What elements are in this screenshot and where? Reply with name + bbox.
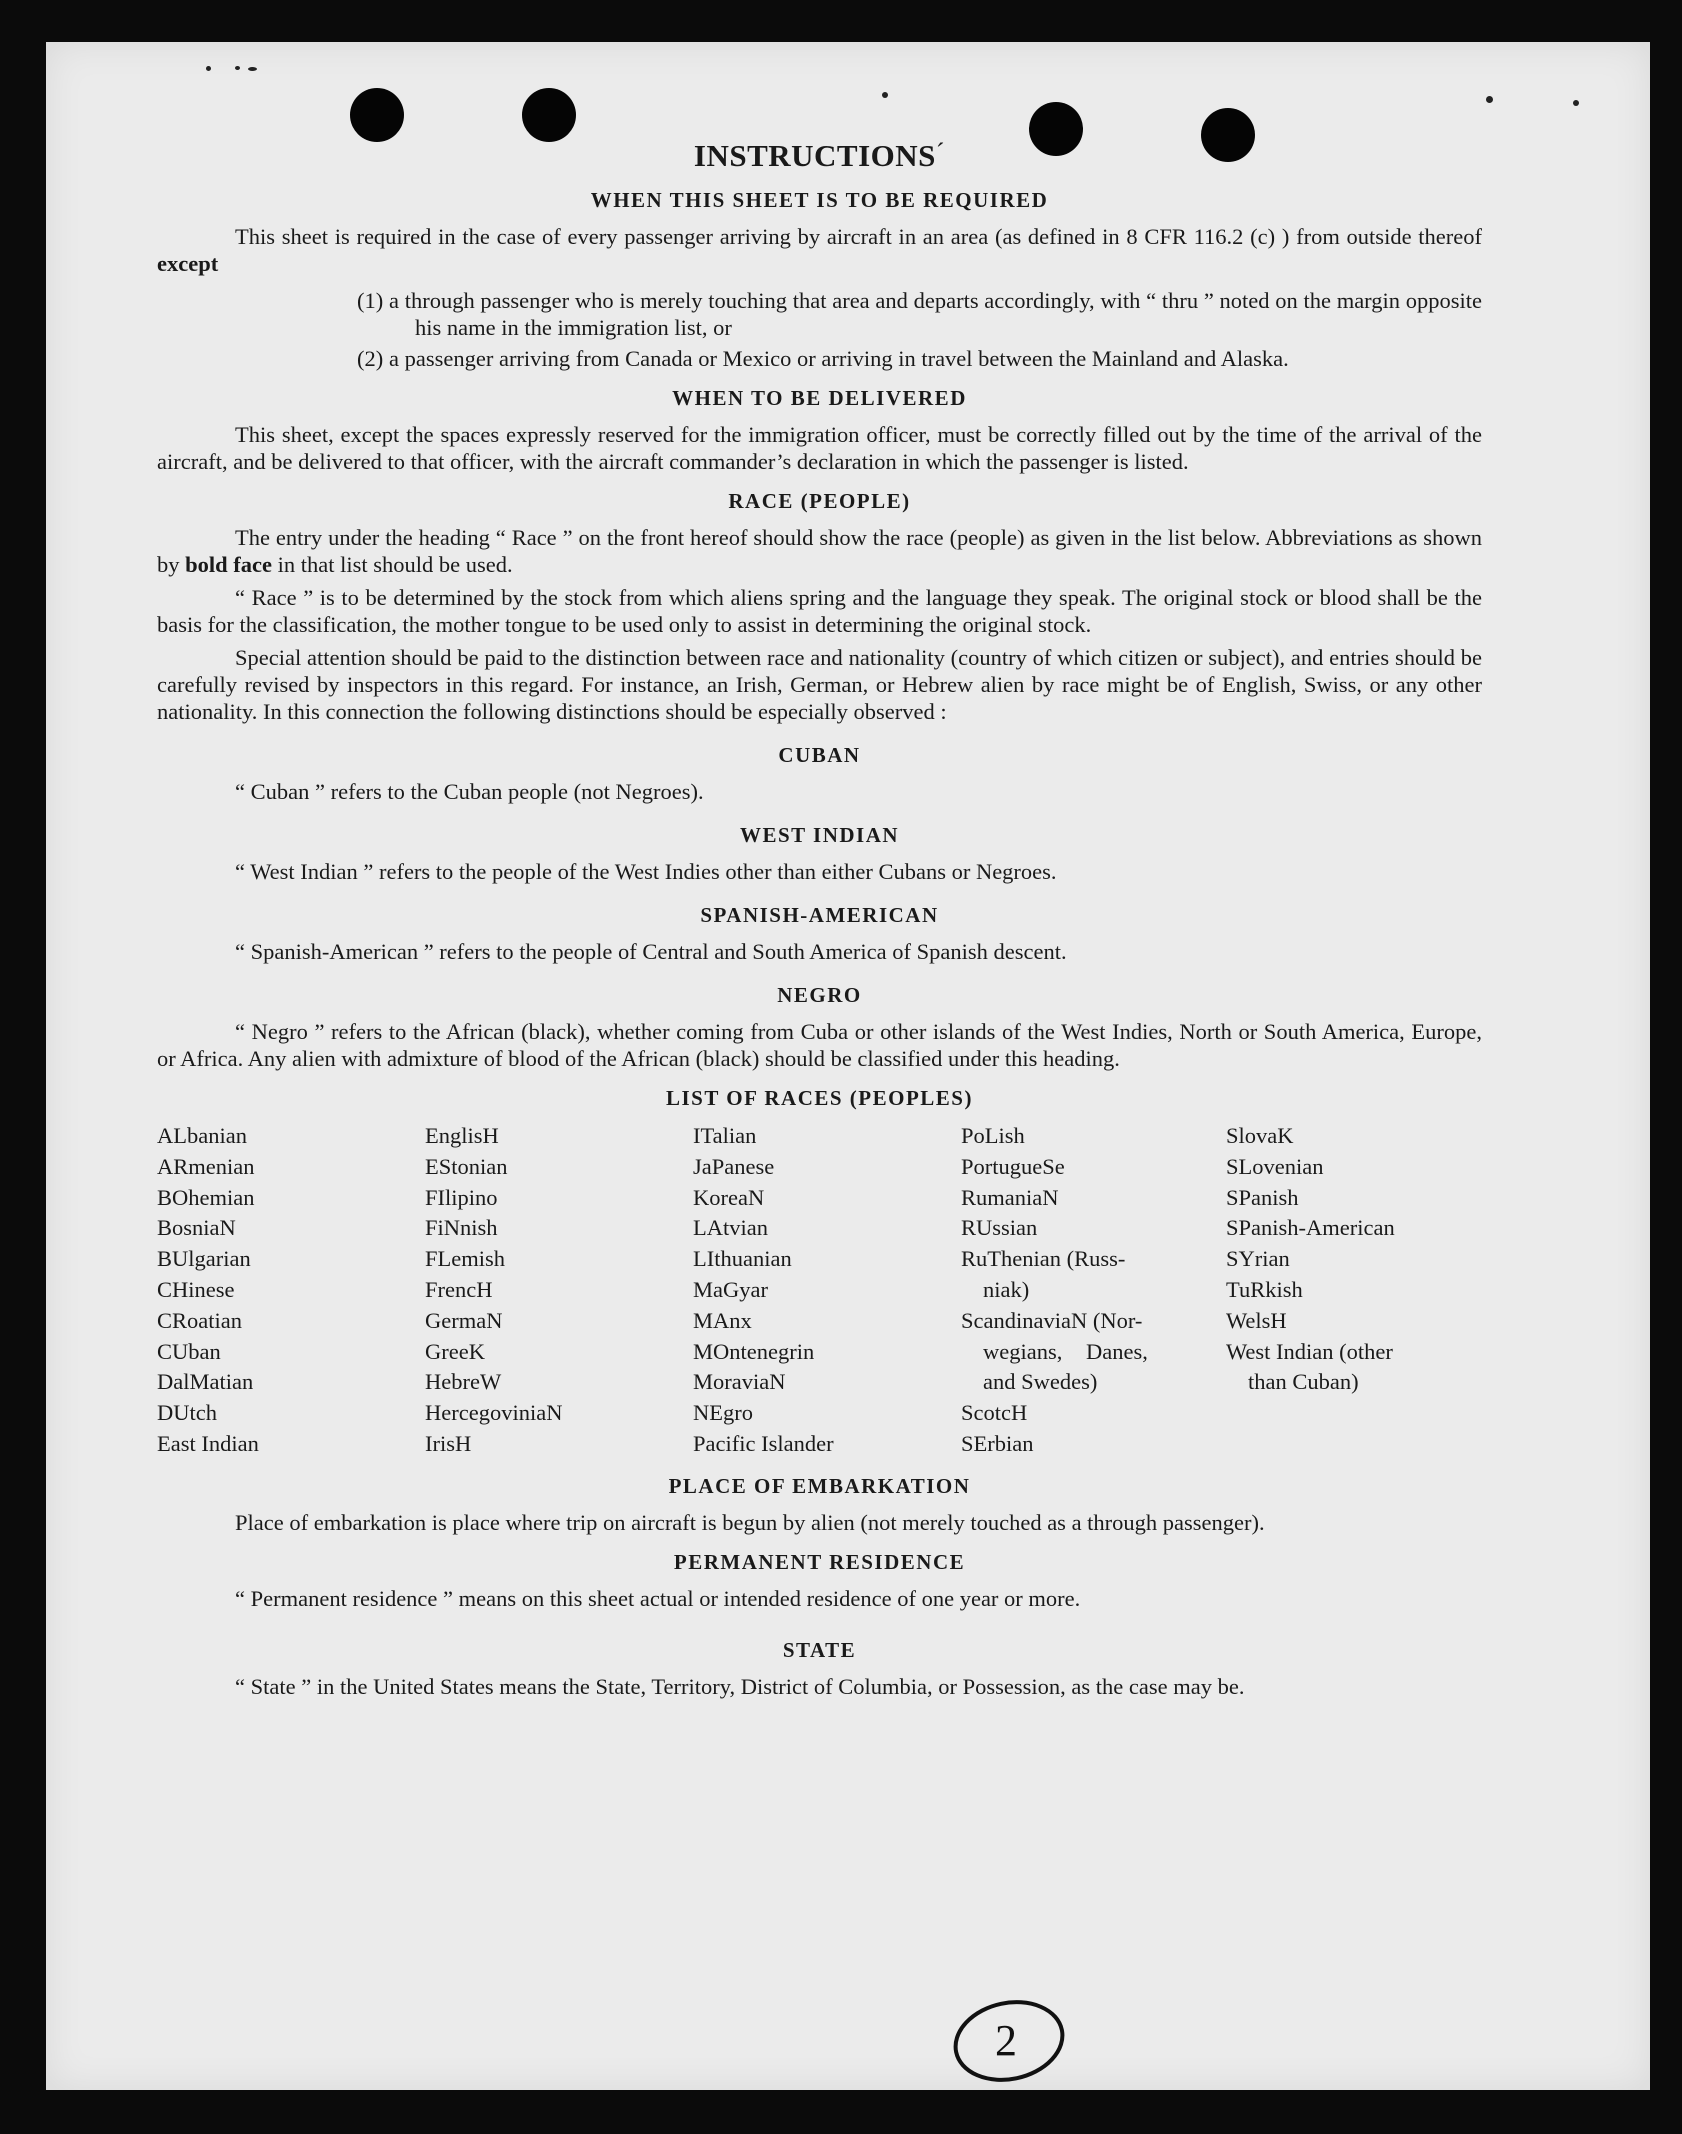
race-entry: CRoatian — [157, 1307, 242, 1333]
race-entry: TuRkish — [1226, 1276, 1303, 1302]
speck — [235, 66, 240, 70]
race-entry: PortugueSe — [961, 1153, 1065, 1179]
race-entry: BUlgarian — [157, 1246, 251, 1272]
race-entry: LIthuanian — [693, 1246, 792, 1272]
list-item — [157, 287, 1482, 341]
race-entry: MoraviaN — [693, 1369, 786, 1395]
state-text: “ State ” in the United States means the State, Territory, District of Columbia, or Possession, as the case may be. — [235, 1673, 1245, 1699]
race-column — [157, 1121, 425, 1460]
race-entry: HebreW — [425, 1369, 502, 1395]
speck — [882, 92, 888, 98]
race-entry: niak) — [983, 1276, 1030, 1302]
race-entry: SPanish — [1226, 1184, 1299, 1210]
west-indian-text: “ West Indian ” refers to the people of the West Indies other than either Cubans or Negroes. — [235, 859, 1057, 884]
race-entry: CHinese — [157, 1276, 235, 1302]
list-item-number: (2) — [357, 346, 384, 371]
race-paragraph-1 — [157, 524, 1482, 578]
race-entry: JaPanese — [693, 1153, 775, 1179]
race-entry: FrencH — [425, 1276, 493, 1302]
race-entry: RUssian — [961, 1215, 1038, 1241]
title-mark: ´ — [935, 138, 946, 167]
race-paragraph-3: Special attention should be paid to the distinction between race and nationality (country of which citizen or subject), and entries should be carefully revised by inspectors in this regard. For instance, an Irish, German, or Hebrew alien by race might be of English, Swiss, or any other nationality. In this connection the following distinctions should be especially observed : — [157, 645, 1482, 724]
race-entry: MOntenegrin — [693, 1338, 815, 1364]
race-entry: MAnx — [693, 1307, 752, 1333]
race-entry: GreeK — [425, 1338, 485, 1364]
race-column — [1226, 1121, 1482, 1460]
section-heading-residence: PERMANENT RESIDENCE — [673, 1549, 966, 1574]
race-entry: East Indian — [157, 1430, 259, 1456]
list-item — [157, 345, 1482, 372]
race-entry: NEgro — [693, 1400, 753, 1426]
section-heading-cuban: CUBAN — [778, 743, 861, 767]
race-entry: EnglisH — [425, 1123, 499, 1148]
section-heading-list-of-races: LIST OF RACES (PEOPLES) — [666, 1086, 973, 1110]
section-heading-spanish-american: SPANISH-AMERICAN — [700, 903, 939, 927]
race-entry: ARmenian — [157, 1153, 255, 1179]
residence-text: “ Permanent residence ” means on this sheet actual or intended residence of one year or more. — [235, 1585, 1081, 1611]
race-entry: CUban — [157, 1338, 221, 1364]
speck — [1486, 96, 1493, 103]
page-title — [157, 138, 1482, 174]
race-entry: EStonian — [425, 1153, 508, 1179]
race-entry: ScotcH — [961, 1400, 1028, 1426]
race-entry: PoLish — [961, 1123, 1025, 1148]
section-heading-race: RACE (PEOPLE) — [728, 489, 911, 513]
race-p1-text-b: in that list should be used. — [277, 552, 513, 577]
required-intro-bold: except — [157, 251, 219, 276]
race-entry: than Cuban) — [1248, 1369, 1359, 1395]
race-entry: ALbanian — [157, 1123, 247, 1148]
spanish-american-text: “ Spanish-American ” refers to the people of Central and South America of Spanish descent. — [235, 939, 1067, 964]
speck — [248, 67, 257, 71]
race-entry: West Indian (other — [1226, 1338, 1393, 1364]
punch-hole — [350, 88, 404, 142]
race-entry: RuThenian (Russ- — [961, 1246, 1126, 1272]
page-stamp-text: 2 — [995, 2016, 1017, 2065]
race-entry: DalMatian — [157, 1369, 254, 1395]
race-entry: ITalian — [693, 1123, 757, 1148]
section-heading-embarkation: PLACE OF EMBARKATION — [668, 1473, 971, 1498]
race-entry: ScandinaviaN (Nor- — [961, 1307, 1143, 1333]
race-p1-text-a: The entry under the heading “ Race ” on the front hereof should show the race (people) as given in the list below. Abbreviations as shown by — [157, 525, 1482, 577]
race-entry: WelsH — [1226, 1307, 1287, 1333]
race-entry: SlovaK — [1226, 1123, 1294, 1148]
list-item-text: a through passenger who is merely touching that area and departs accordingly, with “ thru ” noted on the margin opposite his name in the immigration list, or — [389, 288, 1482, 340]
section-heading-state: STATE — [782, 1637, 857, 1662]
race-entry: IrisH — [425, 1430, 472, 1456]
race-entry: LAtvian — [693, 1215, 768, 1241]
instructions-content — [157, 138, 1482, 1700]
race-list — [157, 1121, 1482, 1460]
race-entry: wegians, Danes, — [983, 1338, 1148, 1364]
race-entry: SPanish-American — [1226, 1215, 1395, 1241]
section-heading-west-indian: WEST INDIAN — [739, 823, 900, 847]
race-column — [425, 1121, 693, 1460]
race-entry: FiNnish — [425, 1215, 498, 1241]
race-entry: BosniaN — [157, 1215, 236, 1241]
race-entry: SErbian — [961, 1430, 1034, 1456]
delivered-text: This sheet, except the spaces expressly reserved for the immigration officer, must be correctly filled out by the time of the arrival of the aircraft, and be delivered to that officer, with the aircraft commander’s declaration in which the passenger is listed. — [157, 422, 1482, 474]
page-number-stamp — [951, 1997, 1069, 2085]
race-column — [961, 1121, 1226, 1460]
race-entry: GermaN — [425, 1307, 503, 1333]
race-entry: FIlipino — [425, 1184, 498, 1210]
race-entry: and Swedes) — [983, 1369, 1098, 1395]
race-entry: DUtch — [157, 1400, 217, 1426]
race-entry: FLemish — [425, 1246, 506, 1272]
race-column — [693, 1121, 961, 1460]
race-entry: Pacific Islander — [693, 1430, 834, 1456]
negro-text: “ Negro ” refers to the African (black), whether coming from Cuba or other islands of the West Indies, North or South America, Europe, or Africa. Any alien with admixture of blood of the African (black) should be classified under this heading. — [157, 1019, 1482, 1071]
race-entry: BOhemian — [157, 1184, 255, 1210]
race-entry: KoreaN — [693, 1184, 765, 1210]
section-heading-required: WHEN THIS SHEET IS TO BE REQUIRED — [590, 188, 1049, 212]
race-paragraph-2: “ Race ” is to be determined by the stock from which aliens spring and the language they speak. The original stock or blood shall be the basis for the classification, the mother tongue to be used only to assist in determining the original stock. — [157, 585, 1482, 637]
race-entry: HercegoviniaN — [425, 1400, 563, 1426]
cuban-text: “ Cuban ” refers to the Cuban people (not Negroes). — [235, 779, 704, 804]
section-heading-negro: NEGRO — [777, 983, 862, 1007]
required-intro — [157, 223, 1482, 277]
list-item-number: (1) — [357, 288, 384, 313]
punch-hole — [522, 88, 576, 142]
title-text: INSTRUCTIONS — [693, 138, 936, 173]
list-item-text: a passenger arriving from Canada or Mexico or arriving in travel between the Mainland and Alaska. — [389, 346, 1289, 371]
required-intro-text: This sheet is required in the case of every passenger arriving by aircraft in an area (as defined in 8 CFR 116.2 (c) ) from outside thereof — [235, 224, 1482, 249]
speck — [206, 66, 211, 71]
race-entry: SYrian — [1226, 1246, 1290, 1272]
race-entry: SLovenian — [1226, 1153, 1324, 1179]
race-p1-bold: bold face — [185, 552, 272, 577]
section-heading-delivered: WHEN TO BE DELIVERED — [672, 386, 967, 410]
race-entry: MaGyar — [693, 1276, 768, 1302]
embarkation-text: Place of embarkation is place where trip on aircraft is begun by alien (not merely touched as a through passenger). — [235, 1509, 1265, 1535]
speck — [1573, 100, 1579, 106]
race-entry: RumaniaN — [961, 1184, 1059, 1210]
